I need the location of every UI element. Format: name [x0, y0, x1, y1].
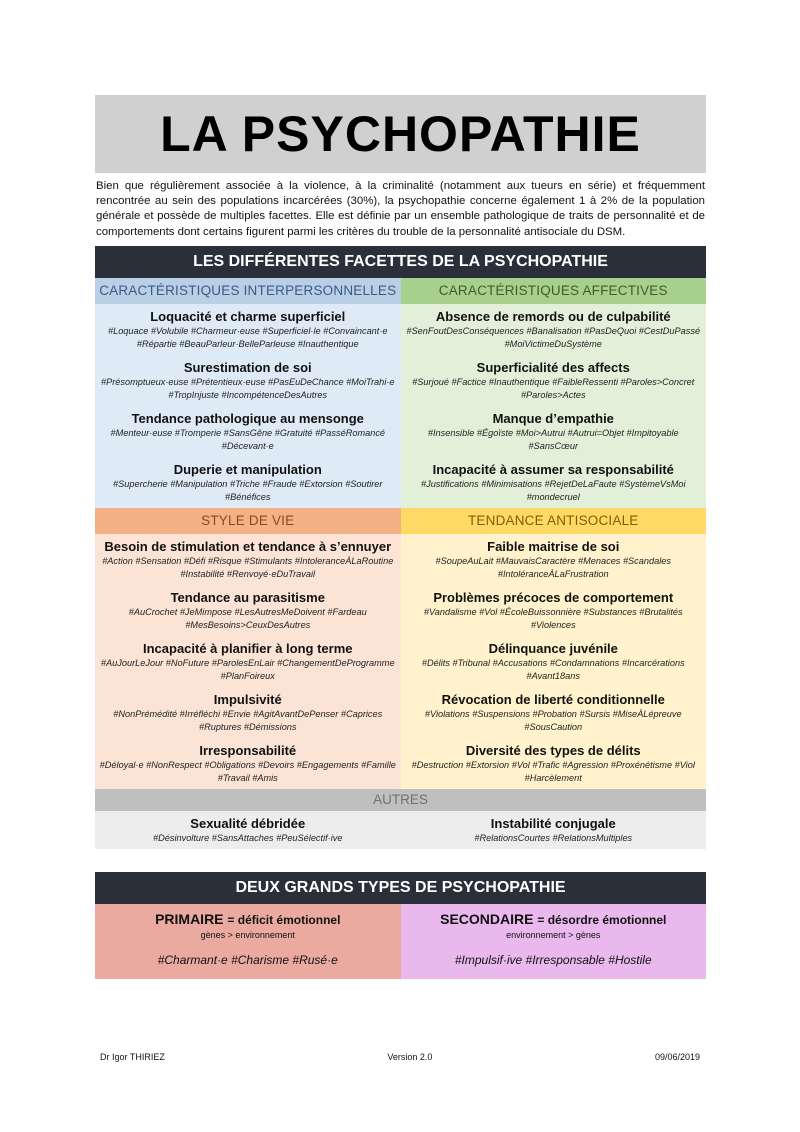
trait-name: Tendance pathologique au mensonge: [131, 410, 364, 426]
trait-name: Révocation de liberté conditionnelle: [441, 691, 665, 707]
secondary-type-tags: #Impulsif·ive #Irresponsable #Hostile: [454, 952, 652, 967]
trait-name: Absence de remords ou de culpabilité: [435, 308, 671, 324]
others-right: [401, 811, 707, 849]
trait-name: Diversité des types de délits: [465, 742, 641, 758]
trait-name: Délinquance juvénile: [488, 640, 618, 656]
trait-tags: #Insensible #Égoïste #Moi>Autrui #Autrui=Objet #Impitoyable #SansCœur: [427, 427, 679, 451]
primary-type-name: PRIMAIRE: [155, 910, 224, 927]
trait-tags: #Violations #Suspensions #Probation #Sursis #MiseÀLépreuve #SousCaution: [424, 708, 682, 732]
trait-item: [405, 640, 703, 683]
trait-name: Sexualité débridée: [190, 815, 306, 831]
affective-list: [401, 304, 707, 508]
trait-name: Tendance au parasitisme: [170, 589, 325, 605]
primary-type: [95, 904, 401, 979]
trait-tags: #Désinvolture #SansAttaches #PeuSélectif·ive: [153, 832, 343, 843]
primary-type-definition: = déficit émotionnel: [227, 912, 341, 927]
facets-heading: LES DIFFÉRENTES FACETTES DE LA PSYCHOPATHIE: [95, 246, 706, 278]
trait-item: [405, 589, 703, 632]
trait-name: Incapacité à planifier à long terme: [142, 640, 353, 656]
trait-tags: #SoupeAuLait #MauvaisCaractère #Menaces #Scandales #IntoléranceÀLaFrustration: [435, 555, 671, 579]
trait-name: Faible maitrise de soi: [487, 538, 620, 554]
secondary-type-header: [405, 911, 703, 929]
facets-top-grid: [95, 278, 706, 508]
poster: [95, 95, 706, 979]
interpersonal-heading: CARACTÉRISTIQUES INTERPERSONNELLES: [95, 278, 401, 304]
trait-tags: #Présomptueux·euse #Prétentieux·euse #PasEuDeChance #MoiTrahi·e #TropInjuste #IncompétenceDesAutres: [101, 376, 395, 400]
trait-tags: #Justifications #Minimisations #RejetDeLaFaute #SystèmeVsMoi #mondecruel: [420, 478, 686, 502]
lifestyle-list: [95, 534, 401, 789]
types-heading: DEUX GRANDS TYPES DE PSYCHOPATHIE: [95, 872, 706, 904]
trait-name: Loquacité et charme superficiel: [150, 308, 346, 324]
trait-tags: #AuCrochet #JeMimpose #LesAutresMeDoivent #Fardeau #MesBesoins>CeuxDesAutres: [128, 606, 367, 630]
trait-tags: #Menteur·euse #Tromperie #SansGêne #Gratuité #PasséRomancé #Décevant·e: [110, 427, 386, 451]
trait-name: Duperie et manipulation: [173, 461, 322, 477]
facets-bottom-grid: [95, 508, 706, 789]
trait-name: Irresponsabilité: [199, 742, 297, 758]
trait-tags: #Action #Sensation #Défi #Risque #Stimulants #IntoleranceÀLaRoutine #Instabilité #Renvoyé·eDuTravail: [102, 555, 394, 579]
trait-name: Problèmes précoces de comportement: [433, 589, 674, 605]
page-title: LA PSYCHOPATHIE: [95, 95, 706, 173]
trait-item: [405, 461, 703, 504]
secondary-type-origin: environnement > gènes: [506, 929, 601, 940]
trait-name: Surestimation de soi: [183, 359, 312, 375]
others-heading: AUTRES: [95, 789, 706, 811]
affective-heading: CARACTÉRISTIQUES AFFECTIVES: [401, 278, 707, 304]
trait-name: Instabilité conjugale: [490, 815, 616, 831]
trait-item: [99, 742, 397, 785]
trait-item: [405, 359, 703, 402]
antisocial-list: [401, 534, 707, 789]
trait-tags: #RelationsCourtes #RelationsMultiples: [474, 832, 633, 843]
types-grid: [95, 904, 706, 979]
others-left: [95, 811, 401, 849]
trait-name: Manque d’empathie: [492, 410, 614, 426]
trait-item: [405, 691, 703, 734]
trait-item: [405, 538, 703, 581]
trait-item: [99, 815, 397, 845]
trait-name: Incapacité à assumer sa responsabilité: [432, 461, 674, 477]
trait-item: [405, 308, 703, 351]
footer-date: 09/06/2019: [654, 1052, 700, 1062]
intro-paragraph: Bien que régulièrement associée à la violence, à la criminalité (notamment aux tueurs en série) et fréquemment rencontrée au sein des populations incarcérées (30%), la psychopathie concerne également 1 à 2% de la population générale et possède de multiples facettes. Elle est définie par un ensemble pathologique de traits de personnalité et de comportements dont certains figurent parmi les critères du trouble de la personnalité antisociale du DSM.: [96, 180, 705, 238]
lifestyle-heading: STYLE DE VIE: [95, 508, 401, 534]
antisocial-heading: TENDANCE ANTISOCIALE: [401, 508, 707, 534]
trait-tags: #Loquace #Volubile #Charmeur·euse #Superficiel·le #Convaincant·e #Répartie #BeauParleur·BelleParleuse #Inauthentique: [107, 325, 388, 349]
trait-tags: #NonPrémédité #Irréfléchi #Envie #AgitAvantDePenser #Caprices #Ruptures #Démissions: [113, 708, 383, 732]
footer-author: Dr Igor THIRIEZ: [100, 1052, 165, 1062]
interpersonal-list: [95, 304, 401, 508]
secondary-type: [401, 904, 707, 979]
trait-name: Impulsivité: [213, 691, 282, 707]
trait-tags: #Déloyal·e #NonRespect #Obligations #Devoirs #Engagements #Famille #Travail #Amis: [99, 759, 396, 783]
trait-item: [405, 742, 703, 785]
trait-name: Superficialité des affects: [476, 359, 630, 375]
trait-item: [99, 308, 397, 351]
trait-tags: #AuJourLeJour #NoFuture #ParolesEnLair #ChangementDeProgramme #PlanFoireux: [100, 657, 395, 681]
trait-item: [405, 815, 703, 845]
trait-item: [99, 538, 397, 581]
trait-tags: #Surjoué #Factice #Inauthentique #FaibleRessenti #Paroles>Concret #Paroles>Actes: [412, 376, 695, 400]
primary-type-tags: #Charmant·e #Charisme #Rusé·e: [157, 952, 338, 967]
others-grid: [95, 811, 706, 849]
trait-tags: #Vandalisme #Vol #ÉcoleBuissonnière #Substances #Brutalités #Violences: [423, 606, 683, 630]
trait-tags: #Supercherie #Manipulation #Triche #Fraude #Extorsion #Soutirer #Bénéfices: [113, 478, 383, 502]
footer-version: Version 2.0: [387, 1052, 433, 1062]
trait-item: [99, 640, 397, 683]
trait-item: [99, 461, 397, 504]
secondary-type-definition: = désordre émotionnel: [537, 912, 667, 927]
trait-item: [405, 410, 703, 453]
footer: [100, 1052, 700, 1062]
trait-item: [99, 691, 397, 734]
trait-item: [99, 410, 397, 453]
trait-tags: #Délits #Tribunal #Accusations #Condamnations #Incarcérations #Avant18ans: [421, 657, 685, 681]
trait-name: Besoin de stimulation et tendance à s’ennuyer: [104, 538, 392, 554]
trait-tags: #Destruction #Extorsion #Vol #Trafic #Agression #Proxénétisme #Viol #Harcèlement: [411, 759, 695, 783]
secondary-type-name: SECONDAIRE: [440, 910, 534, 927]
primary-type-origin: gènes > environnement: [200, 929, 295, 940]
trait-tags: #SenFoutDesConséquences #Banalisation #PasDeQuoi #CestDuPassé #MoiVictimeDuSystème: [406, 325, 701, 349]
trait-item: [99, 359, 397, 402]
trait-item: [99, 589, 397, 632]
primary-type-header: [99, 911, 397, 929]
